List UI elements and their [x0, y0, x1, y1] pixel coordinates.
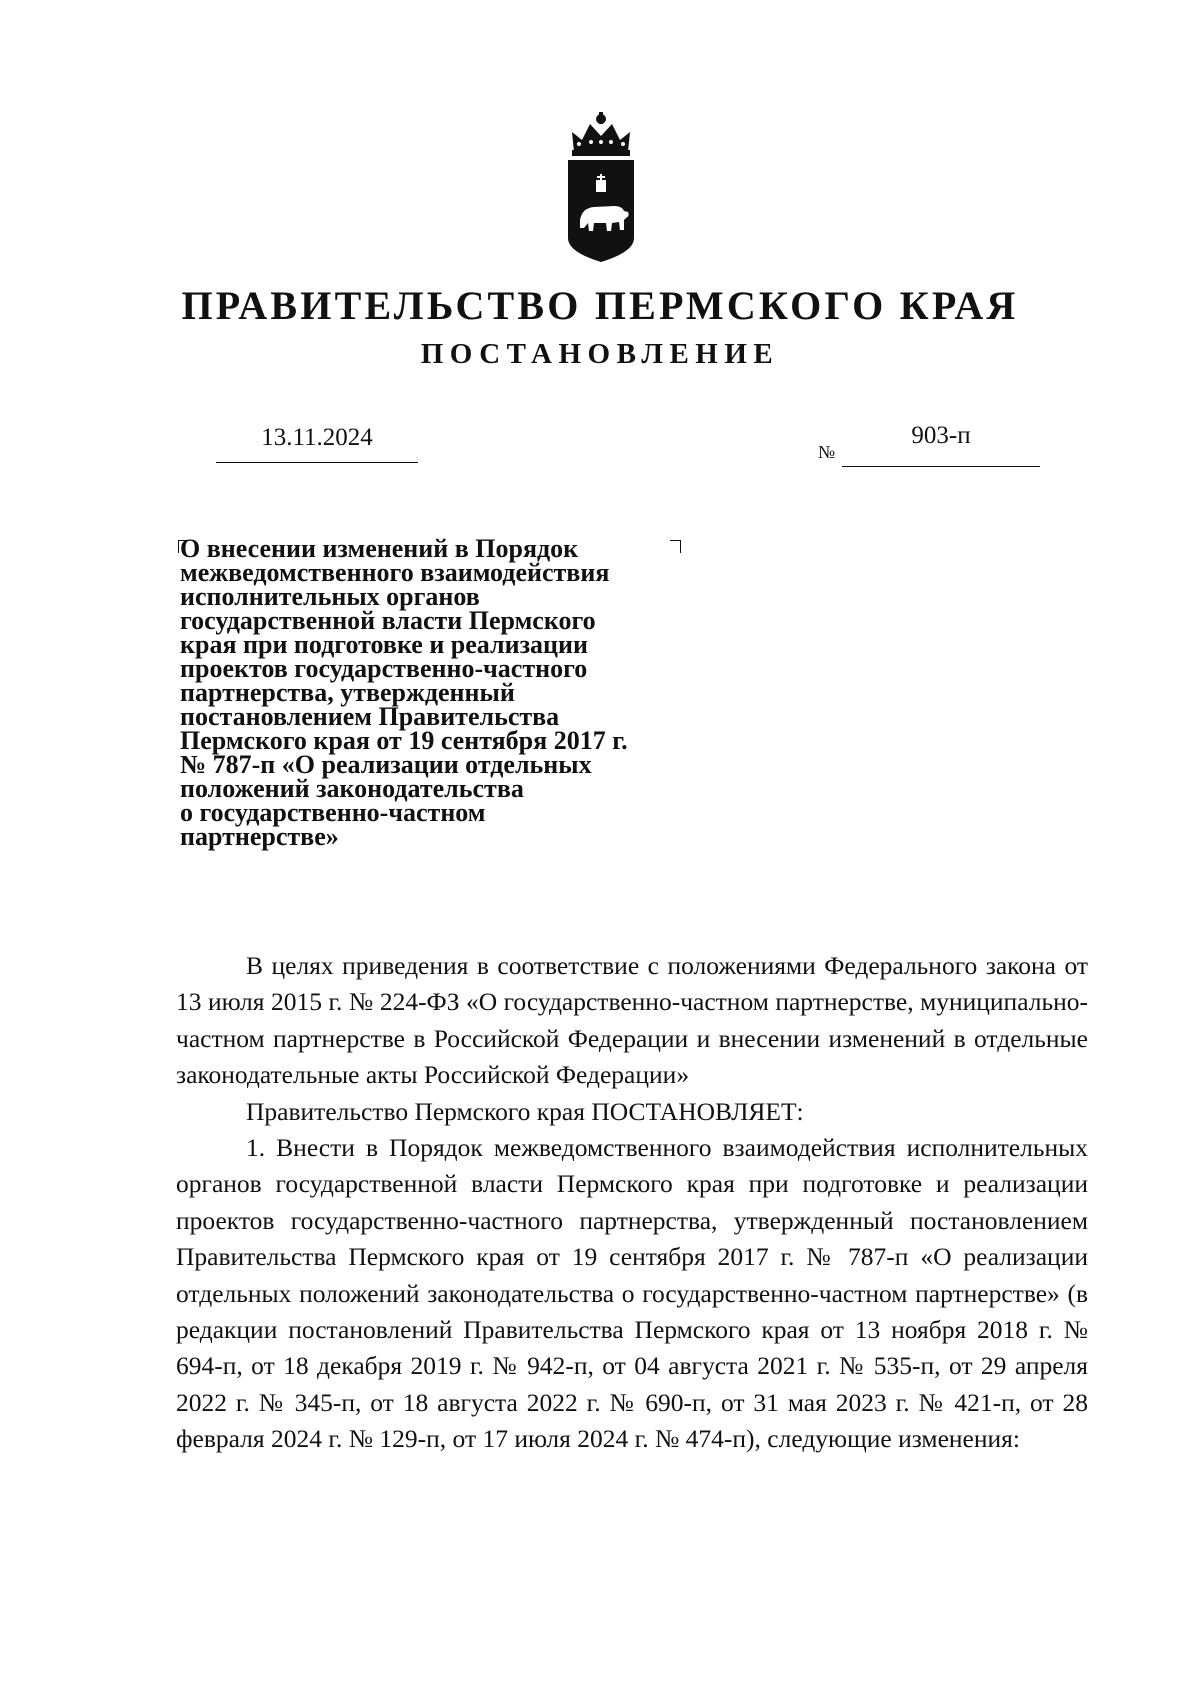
document-date: 13.11.2024: [261, 424, 373, 451]
subject-line: партнерстве»: [180, 822, 339, 851]
subject-line: межведомственного взаимодействия: [180, 558, 610, 587]
organization-title: ПРАВИТЕЛЬСТВО ПЕРМСКОГО КРАЯ: [181, 283, 1019, 328]
document-subject: [180, 534, 720, 851]
subject-line: о государственно-частном: [180, 798, 486, 827]
document-body: [176, 948, 1088, 1458]
subject-line: государственной власти Пермского: [180, 606, 596, 635]
subject-line: Пермского края от 19 сентября 2017 г.: [180, 726, 628, 755]
document-number: 903-п: [911, 422, 971, 449]
document-number-field: [842, 418, 1040, 467]
preamble-paragraph: В целях приведения в соответствие с положениями Федерального закона от 13 июля 2015 г. № 224-ФЗ «О государственно-частном партнерстве, муниципально-частном партнерстве в Российской Федерации и внесении изменений в отдельные законодательные акты Российской Федерации»: [176, 951, 1088, 1090]
subject-line: № 787-п «О реализации отдельных: [180, 750, 592, 779]
resolution-paragraph: Правительство Пермского края ПОСТАНОВЛЯЕТ:: [246, 1096, 804, 1126]
subject-line: партнерства, утвержденный: [180, 678, 515, 707]
subject-line: постановлением Правительства: [180, 702, 560, 731]
coat-of-arms-emblem: [564, 112, 638, 264]
item-1-paragraph: 1. Внести в Порядок межведомственного взаимодействия исполнительных органов государственной власти Пермского края при подготовке и реализации проектов государственно-частного партнерства, утвержденный постановлением Правительства Пермского края от 19 сентября 2017 г. № 787-п «О реализации отдельных положений законодательства о государственно-частном партнерстве» (в редакции постановлений Правительства Пермского края от 13 ноября 2018 г. № 694-п, от 18 декабря 2019 г. № 942-п, от 04 августа 2021 г. № 535-п, от 29 апреля 2022 г. № 345-п, от 18 августа 2022 г. № 690-п, от 31 мая 2023 г. № 421-п, от 28 февраля 2024 г. № 129-п, от 17 июля 2024 г. № 474-п), следующие изменения:: [176, 1133, 1088, 1454]
date-underline: [216, 456, 418, 463]
document-date-field: [216, 420, 418, 463]
document-type-title: ПОСТАНОВЛЕНИЕ: [420, 338, 780, 370]
number-sign: №: [818, 442, 836, 462]
number-underline: [842, 454, 1040, 467]
subject-line: положений законодательства: [180, 774, 524, 803]
subject-line: О внесении изменений в Порядок: [180, 534, 579, 563]
subject-line: исполнительных органов: [180, 582, 480, 611]
subject-line: проектов государственно-частного: [180, 654, 588, 683]
subject-line: края при подготовке и реализации: [180, 630, 588, 659]
